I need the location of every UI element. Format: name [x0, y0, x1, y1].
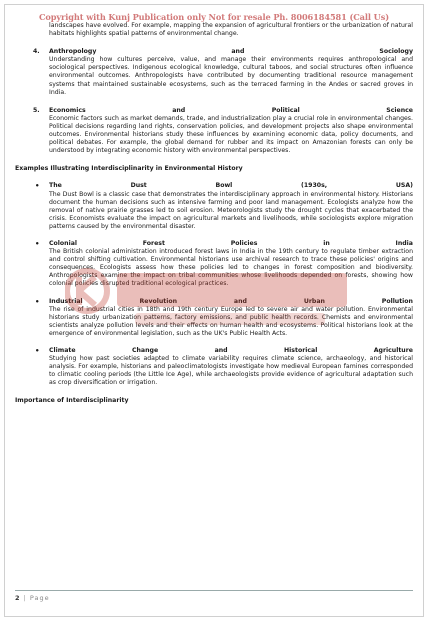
heading-word: and — [214, 347, 228, 354]
item-number: 5. — [33, 106, 40, 114]
heading-word: Science — [386, 106, 413, 114]
heading-word: Anthropology — [49, 48, 97, 56]
bullet-icon: • — [35, 239, 40, 248]
example-industrial-revolution — [15, 298, 413, 338]
example-heading — [49, 298, 413, 306]
page-footer — [15, 590, 413, 602]
item-number: 4. — [33, 48, 40, 56]
example-heading — [49, 182, 413, 190]
numbered-item-anthropology — [15, 48, 413, 97]
page-content — [15, 22, 413, 406]
numbered-list — [15, 48, 413, 155]
item-text: Understanding how cultures perceive, value, and manage their environments requires anthropological and sociological perspectives. Indigenous ecological knowledge, cultural taboos, and social structures often influence environmental outcomes. Anthropologists have contributed by documenting traditional resource management systems that maintained sustainable ecosystems, such as the terraced farming in the Andes or sacred groves in India. — [49, 56, 413, 96]
heading-word: Economics — [49, 106, 86, 114]
heading-word: Change — [131, 347, 159, 354]
item-heading — [49, 107, 413, 115]
heading-word: Dust — [130, 182, 147, 190]
heading-word: (1930s, — [301, 182, 328, 190]
heading-word: Urban — [303, 297, 325, 305]
heading-word: Policies — [230, 239, 258, 247]
examples-list — [15, 182, 413, 387]
heading-word: Historical — [284, 347, 318, 354]
footer-separator: | — [23, 594, 26, 602]
bullet-icon: • — [35, 182, 40, 191]
heading-word: Pollution — [381, 297, 413, 305]
bullet-icon: • — [35, 347, 40, 355]
item-text: Economic factors such as market demands, trade, and industrialization play a crucial role in environmental changes. Political decisions regarding land rights, conservation policies, and development projects also shape environmental outcomes. Environmental historians study these influences by examining economic data, policy documents, and political debates. For example, the global demand for rubber and its impact on Amazonian forests can only be understood by integrating economic history with environmental perspectives. — [49, 114, 413, 155]
closing-heading: Importance of Interdisciplinarity — [15, 397, 129, 405]
examples-heading: Examples Illustrating Interdisciplinarity in Environmental History — [15, 165, 243, 173]
example-colonial-forest — [15, 240, 413, 289]
copyright-header: Copyright with Kunj Publication only Not for resale Ph. 8006184581 (Call Us) — [39, 12, 389, 22]
heading-word: in — [323, 239, 330, 247]
heading-word: Colonial — [49, 239, 77, 247]
heading-word: Sociology — [379, 48, 413, 56]
heading-word: Industrial — [49, 297, 83, 305]
bullet-icon: • — [35, 297, 40, 306]
heading-word: Climate — [49, 347, 76, 354]
example-heading — [49, 347, 413, 355]
example-text: Studying how past societies adapted to climate variability requires climate science, archaeology, and historical analysis. For example, historians and paleoclimatologists investigate how medieval European famines corresponded to climatic cooling periods (the Little Ice Age), while archaeologists provide evidence of agricultural adaptation such as crop diversification or irrigation. — [49, 355, 413, 387]
example-text: The rise of industrial cities in 18th and 19th century Europe led to severe air and water pollution. Environmental historians study urbanization patterns, factory emissions, and public health records. Chemists and environmental scientists analyze pollution levels and their effects on human health and ecosystems. Political historians look at the emergence of environmental legislation, such as the UK's Public Health Acts. — [49, 305, 413, 337]
heading-word: The — [49, 182, 62, 190]
example-heading — [49, 240, 413, 248]
heading-word: and — [233, 297, 247, 305]
heading-word: Forest — [142, 239, 165, 247]
heading-word: and — [172, 106, 186, 114]
document-page — [4, 4, 424, 617]
heading-word: Political — [271, 106, 300, 114]
item-heading — [49, 48, 413, 56]
page-label: Page — [29, 594, 50, 602]
example-climate-change — [15, 347, 413, 387]
heading-word: USA) — [395, 182, 413, 190]
heading-word: India — [395, 239, 413, 247]
numbered-item-economics — [15, 107, 413, 156]
heading-word: Agriculture — [373, 347, 413, 354]
page-number: 2 — [15, 594, 20, 602]
lead-paragraph: landscapes have evolved. For example, mapping the expansion of agricultural frontiers or the urbanization of natural habitats highlights spatial patterns of environmental change. — [49, 22, 413, 38]
heading-word: Revolution — [139, 297, 178, 305]
heading-word: and — [231, 48, 245, 56]
example-text: The British colonial administration introduced forest laws in India in the 19th century to regulate timber extraction and control shifting cultivation. Environmental historians use archival research to trace these policies' origins and consequences. Ecologists assess how these policies led to changes in forest composition and biodiversity. Anthropologists examine the impact on tribal communities whose livelihoods depended on forests, showing how colonial policies disrupted traditional ecological practices. — [49, 248, 413, 288]
example-text: The Dust Bowl is a classic case that demonstrates the interdisciplinary approach in environmental history. Historians document the human decisions such as intensive farming and poor land management. Ecologists analyze how the removal of native prairie grasses led to soil erosion. Meteorologists study the drought cycles that exacerbated the crisis. Economists evaluate the impact on agricultural markets and livelihoods, while sociologists explore migration patterns caused by the environmental disaster. — [49, 190, 413, 230]
heading-word: Bowl — [215, 182, 233, 190]
example-dust-bowl — [15, 182, 413, 231]
